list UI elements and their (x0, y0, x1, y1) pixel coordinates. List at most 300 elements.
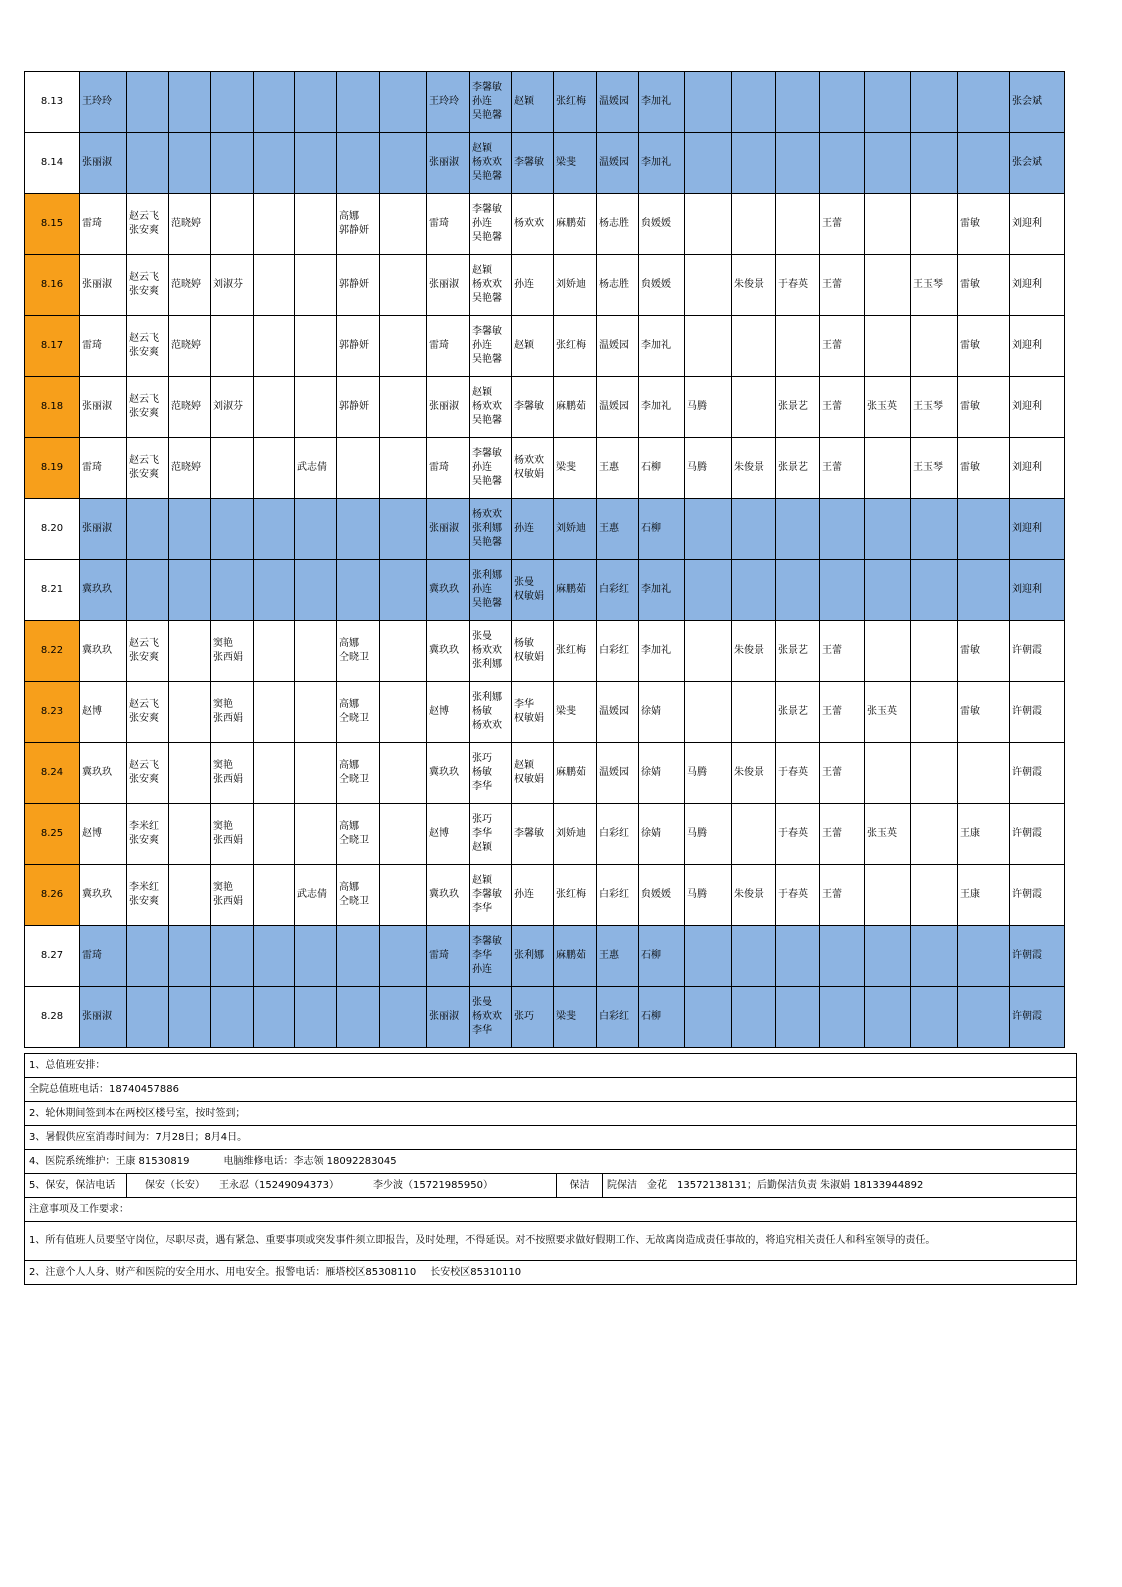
staff-cell: 高娜 仝晓卫 (337, 865, 380, 926)
staff-cell: 雷琦 (427, 316, 470, 377)
staff-cell: 于春英 (776, 804, 820, 865)
staff-cell: 赵颖 杨欢欢 吴艳馨 (470, 255, 512, 316)
staff-cell: 温媛园 (597, 72, 639, 133)
staff-cell (295, 255, 337, 316)
staff-cell: 梁斐 (554, 133, 597, 194)
staff-cell: 于春英 (776, 743, 820, 804)
staff-cell: 王玲玲 (80, 72, 127, 133)
staff-cell: 雷琦 (427, 438, 470, 499)
staff-cell (380, 926, 427, 987)
staff-cell: 赵颖 (512, 72, 554, 133)
staff-cell: 张丽淑 (427, 987, 470, 1048)
staff-cell: 李米红 张安爽 (127, 865, 169, 926)
staff-cell: 朱俊景 (732, 438, 776, 499)
staff-cell: 张红梅 (554, 621, 597, 682)
staff-cell (685, 682, 732, 743)
staff-cell (127, 560, 169, 621)
staff-cell: 王蕾 (820, 377, 865, 438)
staff-cell (211, 560, 254, 621)
staff-cell: 武志倩 (295, 865, 337, 926)
staff-cell (958, 987, 1010, 1048)
staff-cell (865, 255, 911, 316)
staff-cell: 窦艳 张西娟 (211, 682, 254, 743)
staff-cell: 张丽淑 (80, 987, 127, 1048)
staff-cell (380, 804, 427, 865)
staff-cell: 雷敏 (958, 316, 1010, 377)
staff-cell: 王惠 (597, 438, 639, 499)
staff-cell: 杨志胜 (597, 255, 639, 316)
staff-cell (254, 377, 295, 438)
staff-cell: 李加礼 (639, 377, 685, 438)
staff-cell (911, 72, 958, 133)
staff-cell (169, 72, 211, 133)
staff-cell: 李米红 张安爽 (127, 804, 169, 865)
staff-cell (732, 560, 776, 621)
staff-cell (380, 133, 427, 194)
staff-cell (911, 316, 958, 377)
staff-cell (865, 133, 911, 194)
staff-cell (685, 621, 732, 682)
staff-cell (295, 682, 337, 743)
staff-cell: 刘迎利 (1010, 377, 1065, 438)
staff-cell: 梁斐 (554, 438, 597, 499)
staff-cell: 张曼 杨欢欢 李华 (470, 987, 512, 1048)
staff-cell: 石柳 (639, 499, 685, 560)
staff-cell (380, 682, 427, 743)
staff-cell (337, 438, 380, 499)
staff-cell (911, 621, 958, 682)
staff-cell (380, 987, 427, 1048)
staff-cell: 王惠 (597, 499, 639, 560)
staff-cell: 李馨敏 李华 孙连 (470, 926, 512, 987)
staff-cell: 雷琦 (427, 194, 470, 255)
staff-cell: 范晓婷 (169, 316, 211, 377)
staff-cell (295, 987, 337, 1048)
staff-cell: 朱俊景 (732, 621, 776, 682)
date-cell: 8.22 (25, 621, 80, 682)
staff-cell (865, 621, 911, 682)
security-detail (127, 1174, 557, 1198)
staff-cell (776, 987, 820, 1048)
staff-cell (911, 682, 958, 743)
schedule-row (25, 804, 1065, 865)
staff-cell (211, 316, 254, 377)
staff-cell: 石柳 (639, 987, 685, 1048)
staff-cell: 张丽淑 (80, 499, 127, 560)
staff-cell: 李加礼 (639, 72, 685, 133)
staff-cell: 张景艺 (776, 621, 820, 682)
date-cell: 8.21 (25, 560, 80, 621)
staff-cell: 张红梅 (554, 72, 597, 133)
staff-cell: 梁斐 (554, 987, 597, 1048)
staff-cell (958, 499, 1010, 560)
staff-cell (337, 133, 380, 194)
staff-cell: 石柳 (639, 438, 685, 499)
staff-cell: 窦艳 张西娟 (211, 865, 254, 926)
staff-cell: 刘迎利 (1010, 316, 1065, 377)
staff-cell: 武志倩 (295, 438, 337, 499)
staff-cell: 高娜 仝晓卫 (337, 621, 380, 682)
staff-cell: 朱俊景 (732, 865, 776, 926)
staff-cell: 赵云飞 张安爽 (127, 621, 169, 682)
date-cell: 8.24 (25, 743, 80, 804)
staff-cell: 白彩红 (597, 621, 639, 682)
staff-cell (820, 987, 865, 1048)
security-person-2: 李少波（15721985950） (373, 1179, 493, 1191)
staff-cell (127, 133, 169, 194)
schedule-row (25, 316, 1065, 377)
staff-cell: 李华 权敏娟 (512, 682, 554, 743)
date-cell: 8.26 (25, 865, 80, 926)
staff-cell: 张丽淑 (80, 255, 127, 316)
staff-cell: 张玉英 (865, 804, 911, 865)
schedule-row (25, 255, 1065, 316)
staff-cell (865, 560, 911, 621)
staff-cell: 王蕾 (820, 682, 865, 743)
staff-cell: 张曼 杨欢欢 张利娜 (470, 621, 512, 682)
security-label: 5、保安，保洁电话 (25, 1174, 127, 1198)
staff-cell: 冀玖玖 (427, 560, 470, 621)
date-cell: 8.23 (25, 682, 80, 743)
staff-cell: 王玲玲 (427, 72, 470, 133)
staff-cell: 冀玖玖 (427, 743, 470, 804)
staff-cell: 孙连 (512, 865, 554, 926)
staff-cell: 刘娇迪 (554, 499, 597, 560)
staff-cell (169, 499, 211, 560)
staff-cell: 刘迎利 (1010, 255, 1065, 316)
staff-cell (865, 987, 911, 1048)
staff-cell (685, 316, 732, 377)
staff-cell (685, 987, 732, 1048)
staff-cell (685, 72, 732, 133)
staff-cell: 李加礼 (639, 316, 685, 377)
staff-cell: 王玉琴 (911, 255, 958, 316)
staff-cell (865, 72, 911, 133)
staff-cell: 温媛园 (597, 133, 639, 194)
staff-cell: 张玉英 (865, 377, 911, 438)
staff-cell (820, 133, 865, 194)
staff-cell: 麻鹏茹 (554, 560, 597, 621)
staff-cell (380, 621, 427, 682)
staff-cell: 麻鹏茹 (554, 926, 597, 987)
requirement-2-phone: 长安校区85310110 (430, 1266, 522, 1278)
staff-cell: 王蕾 (820, 194, 865, 255)
staff-cell: 于春英 (776, 865, 820, 926)
requirements-title: 注意事项及工作要求： (25, 1198, 1077, 1222)
staff-cell: 孙连 (512, 499, 554, 560)
staff-cell: 温媛园 (597, 377, 639, 438)
staff-cell (169, 926, 211, 987)
schedule-row (25, 133, 1065, 194)
staff-cell (732, 987, 776, 1048)
staff-cell: 冀玖玖 (80, 865, 127, 926)
staff-cell: 高娜 仝晓卫 (337, 804, 380, 865)
staff-cell: 梁斐 (554, 682, 597, 743)
staff-cell: 张玉英 (865, 682, 911, 743)
staff-cell: 赵云飞 张安爽 (127, 255, 169, 316)
schedule-row (25, 377, 1065, 438)
staff-cell: 赵云飞 张安爽 (127, 194, 169, 255)
staff-cell: 窦艳 张西娟 (211, 804, 254, 865)
staff-cell (911, 194, 958, 255)
staff-cell: 张丽淑 (427, 377, 470, 438)
staff-cell (169, 682, 211, 743)
staff-cell: 李加礼 (639, 621, 685, 682)
staff-cell (380, 194, 427, 255)
staff-cell: 范晓婷 (169, 194, 211, 255)
staff-cell (732, 194, 776, 255)
staff-cell: 王康 (958, 865, 1010, 926)
staff-cell (211, 926, 254, 987)
staff-cell: 刘迎利 (1010, 438, 1065, 499)
staff-cell (337, 72, 380, 133)
staff-cell (865, 926, 911, 987)
staff-cell (337, 926, 380, 987)
staff-cell (958, 743, 1010, 804)
staff-cell (295, 743, 337, 804)
staff-cell: 许朝霞 (1010, 865, 1065, 926)
requirement-2 (25, 1261, 1077, 1285)
staff-cell: 王蕾 (820, 316, 865, 377)
staff-cell (685, 133, 732, 194)
staff-cell (732, 72, 776, 133)
staff-cell: 许朝霞 (1010, 987, 1065, 1048)
staff-cell: 赵云飞 张安爽 (127, 316, 169, 377)
staff-cell: 赵博 (80, 804, 127, 865)
staff-cell: 张会斌 (1010, 133, 1065, 194)
staff-cell (732, 133, 776, 194)
staff-cell: 王蕾 (820, 743, 865, 804)
staff-cell: 李馨敏 孙连 吴艳馨 (470, 194, 512, 255)
staff-cell: 马腾 (685, 865, 732, 926)
staff-cell (254, 743, 295, 804)
staff-cell (865, 438, 911, 499)
staff-cell (254, 804, 295, 865)
staff-cell (911, 743, 958, 804)
staff-cell: 马腾 (685, 377, 732, 438)
staff-cell: 杨欢欢 (512, 194, 554, 255)
staff-cell: 雷琦 (80, 926, 127, 987)
staff-cell: 赵博 (427, 682, 470, 743)
staff-cell: 张红梅 (554, 865, 597, 926)
staff-cell: 白彩红 (597, 560, 639, 621)
staff-cell: 许朝霞 (1010, 804, 1065, 865)
staff-cell: 雷敏 (958, 682, 1010, 743)
staff-cell: 张景艺 (776, 377, 820, 438)
staff-cell (865, 743, 911, 804)
staff-cell: 赵颖 杨欢欢 吴艳馨 (470, 133, 512, 194)
date-cell: 8.20 (25, 499, 80, 560)
staff-cell: 孙连 (512, 255, 554, 316)
staff-cell: 张利娜 孙连 吴艳馨 (470, 560, 512, 621)
staff-cell: 刘淑芬 (211, 255, 254, 316)
staff-cell (820, 499, 865, 560)
date-cell: 8.13 (25, 72, 80, 133)
staff-cell: 于春英 (776, 255, 820, 316)
duty-schedule-table (24, 71, 1065, 1048)
staff-cell (127, 72, 169, 133)
staff-cell (211, 194, 254, 255)
staff-cell: 张会斌 (1010, 72, 1065, 133)
staff-cell (380, 377, 427, 438)
staff-cell: 冀玖玖 (427, 865, 470, 926)
schedule-row (25, 438, 1065, 499)
staff-cell: 张红梅 (554, 316, 597, 377)
staff-cell: 李馨敏 孙连 吴艳馨 (470, 316, 512, 377)
staff-cell: 张丽淑 (427, 133, 470, 194)
staff-cell (127, 499, 169, 560)
staff-cell (169, 743, 211, 804)
staff-cell: 许朝霞 (1010, 926, 1065, 987)
staff-cell (865, 194, 911, 255)
staff-cell (732, 316, 776, 377)
staff-cell: 冀玖玖 (80, 621, 127, 682)
date-cell: 8.18 (25, 377, 80, 438)
staff-cell: 范晓婷 (169, 438, 211, 499)
schedule-row (25, 865, 1065, 926)
staff-cell (127, 987, 169, 1048)
staff-cell (732, 499, 776, 560)
staff-cell: 麻鹏茹 (554, 377, 597, 438)
staff-cell: 张景艺 (776, 682, 820, 743)
staff-cell: 张巧 (512, 987, 554, 1048)
staff-cell (958, 133, 1010, 194)
staff-cell: 范晓婷 (169, 255, 211, 316)
duty-arrangement: 1、总值班安排： (25, 1054, 1077, 1078)
staff-cell: 张利娜 杨敏 杨欢欢 (470, 682, 512, 743)
staff-cell: 高娜 仝晓卫 (337, 743, 380, 804)
staff-cell: 赵云飞 张安爽 (127, 377, 169, 438)
staff-cell: 徐婧 (639, 743, 685, 804)
staff-cell (380, 499, 427, 560)
staff-cell (732, 682, 776, 743)
date-cell: 8.27 (25, 926, 80, 987)
staff-cell (211, 133, 254, 194)
staff-cell (254, 560, 295, 621)
staff-cell: 冀玖玖 (80, 560, 127, 621)
staff-cell: 王玉琴 (911, 438, 958, 499)
staff-cell (958, 72, 1010, 133)
staff-cell (865, 865, 911, 926)
staff-cell: 徐婧 (639, 682, 685, 743)
staff-cell: 刘淑芬 (211, 377, 254, 438)
staff-cell: 窦艳 张西娟 (211, 621, 254, 682)
staff-cell (127, 926, 169, 987)
staff-cell (295, 377, 337, 438)
staff-cell: 刘迎利 (1010, 194, 1065, 255)
staff-cell: 徐婧 (639, 804, 685, 865)
staff-cell: 刘娇迪 (554, 804, 597, 865)
staff-cell (254, 987, 295, 1048)
staff-cell (685, 255, 732, 316)
staff-cell (295, 316, 337, 377)
staff-cell: 赵博 (80, 682, 127, 743)
staff-cell (776, 72, 820, 133)
staff-cell: 张曼 权敏娟 (512, 560, 554, 621)
staff-cell (776, 926, 820, 987)
staff-cell: 张巧 杨敏 李华 (470, 743, 512, 804)
staff-cell (685, 499, 732, 560)
staff-cell: 白彩红 (597, 987, 639, 1048)
staff-cell (380, 255, 427, 316)
staff-cell (911, 499, 958, 560)
staff-cell (254, 133, 295, 194)
staff-cell: 赵颖 李馨敏 李华 (470, 865, 512, 926)
staff-cell: 朱俊景 (732, 255, 776, 316)
staff-cell (295, 72, 337, 133)
staff-cell (254, 621, 295, 682)
staff-cell (865, 316, 911, 377)
staff-cell: 白彩红 (597, 865, 639, 926)
staff-cell: 刘迎利 (1010, 499, 1065, 560)
staff-cell (776, 316, 820, 377)
schedule-row (25, 682, 1065, 743)
staff-cell: 杨敏 权敏娟 (512, 621, 554, 682)
staff-cell (776, 194, 820, 255)
staff-cell: 李馨敏 (512, 804, 554, 865)
staff-cell (254, 194, 295, 255)
staff-cell (337, 499, 380, 560)
schedule-row (25, 743, 1065, 804)
date-cell: 8.19 (25, 438, 80, 499)
staff-cell (169, 560, 211, 621)
staff-cell: 赵博 (427, 804, 470, 865)
staff-cell: 雷琦 (80, 438, 127, 499)
schedule-row (25, 499, 1065, 560)
staff-cell: 朱俊景 (732, 743, 776, 804)
date-cell: 8.17 (25, 316, 80, 377)
maintenance-pc: 电脑维修电话：李志领 18092283045 (223, 1155, 397, 1167)
staff-cell (685, 926, 732, 987)
staff-cell: 雷敏 (958, 194, 1010, 255)
staff-cell: 张丽淑 (427, 499, 470, 560)
date-cell: 8.15 (25, 194, 80, 255)
signin-note: 2、轮休期间签到本在两校区楼号室，按时签到； (25, 1102, 1077, 1126)
staff-cell (820, 560, 865, 621)
schedule-row (25, 560, 1065, 621)
date-cell: 8.25 (25, 804, 80, 865)
staff-cell: 高娜 郭静妍 (337, 194, 380, 255)
staff-cell (685, 194, 732, 255)
staff-cell: 雷琦 (80, 316, 127, 377)
date-cell: 8.28 (25, 987, 80, 1048)
staff-cell: 杨欢欢 张利娜 吴艳馨 (470, 499, 512, 560)
staff-cell: 赵云飞 张安爽 (127, 682, 169, 743)
staff-cell: 张利娜 (512, 926, 554, 987)
date-cell: 8.14 (25, 133, 80, 194)
staff-cell (380, 72, 427, 133)
staff-cell (911, 804, 958, 865)
duty-phone: 全院总值班电话：18740457886 (25, 1078, 1077, 1102)
staff-cell: 张丽淑 (427, 255, 470, 316)
staff-cell: 雷敏 (958, 438, 1010, 499)
staff-cell (865, 499, 911, 560)
staff-cell: 王蕾 (820, 255, 865, 316)
staff-cell (254, 499, 295, 560)
staff-cell (254, 438, 295, 499)
staff-cell (211, 438, 254, 499)
staff-cell (820, 926, 865, 987)
staff-cell: 王蕾 (820, 804, 865, 865)
notes-table (24, 1053, 1077, 1285)
staff-cell (958, 560, 1010, 621)
staff-cell: 赵云飞 张安爽 (127, 438, 169, 499)
staff-cell (169, 987, 211, 1048)
requirement-2-text: 2、注意个人人身、财产和医院的安全用水、用电安全。报警电话：雁塔校区85308110 (29, 1266, 417, 1278)
schedule-row (25, 194, 1065, 255)
staff-cell: 刘迎利 (1010, 560, 1065, 621)
staff-cell: 杨志胜 (597, 194, 639, 255)
